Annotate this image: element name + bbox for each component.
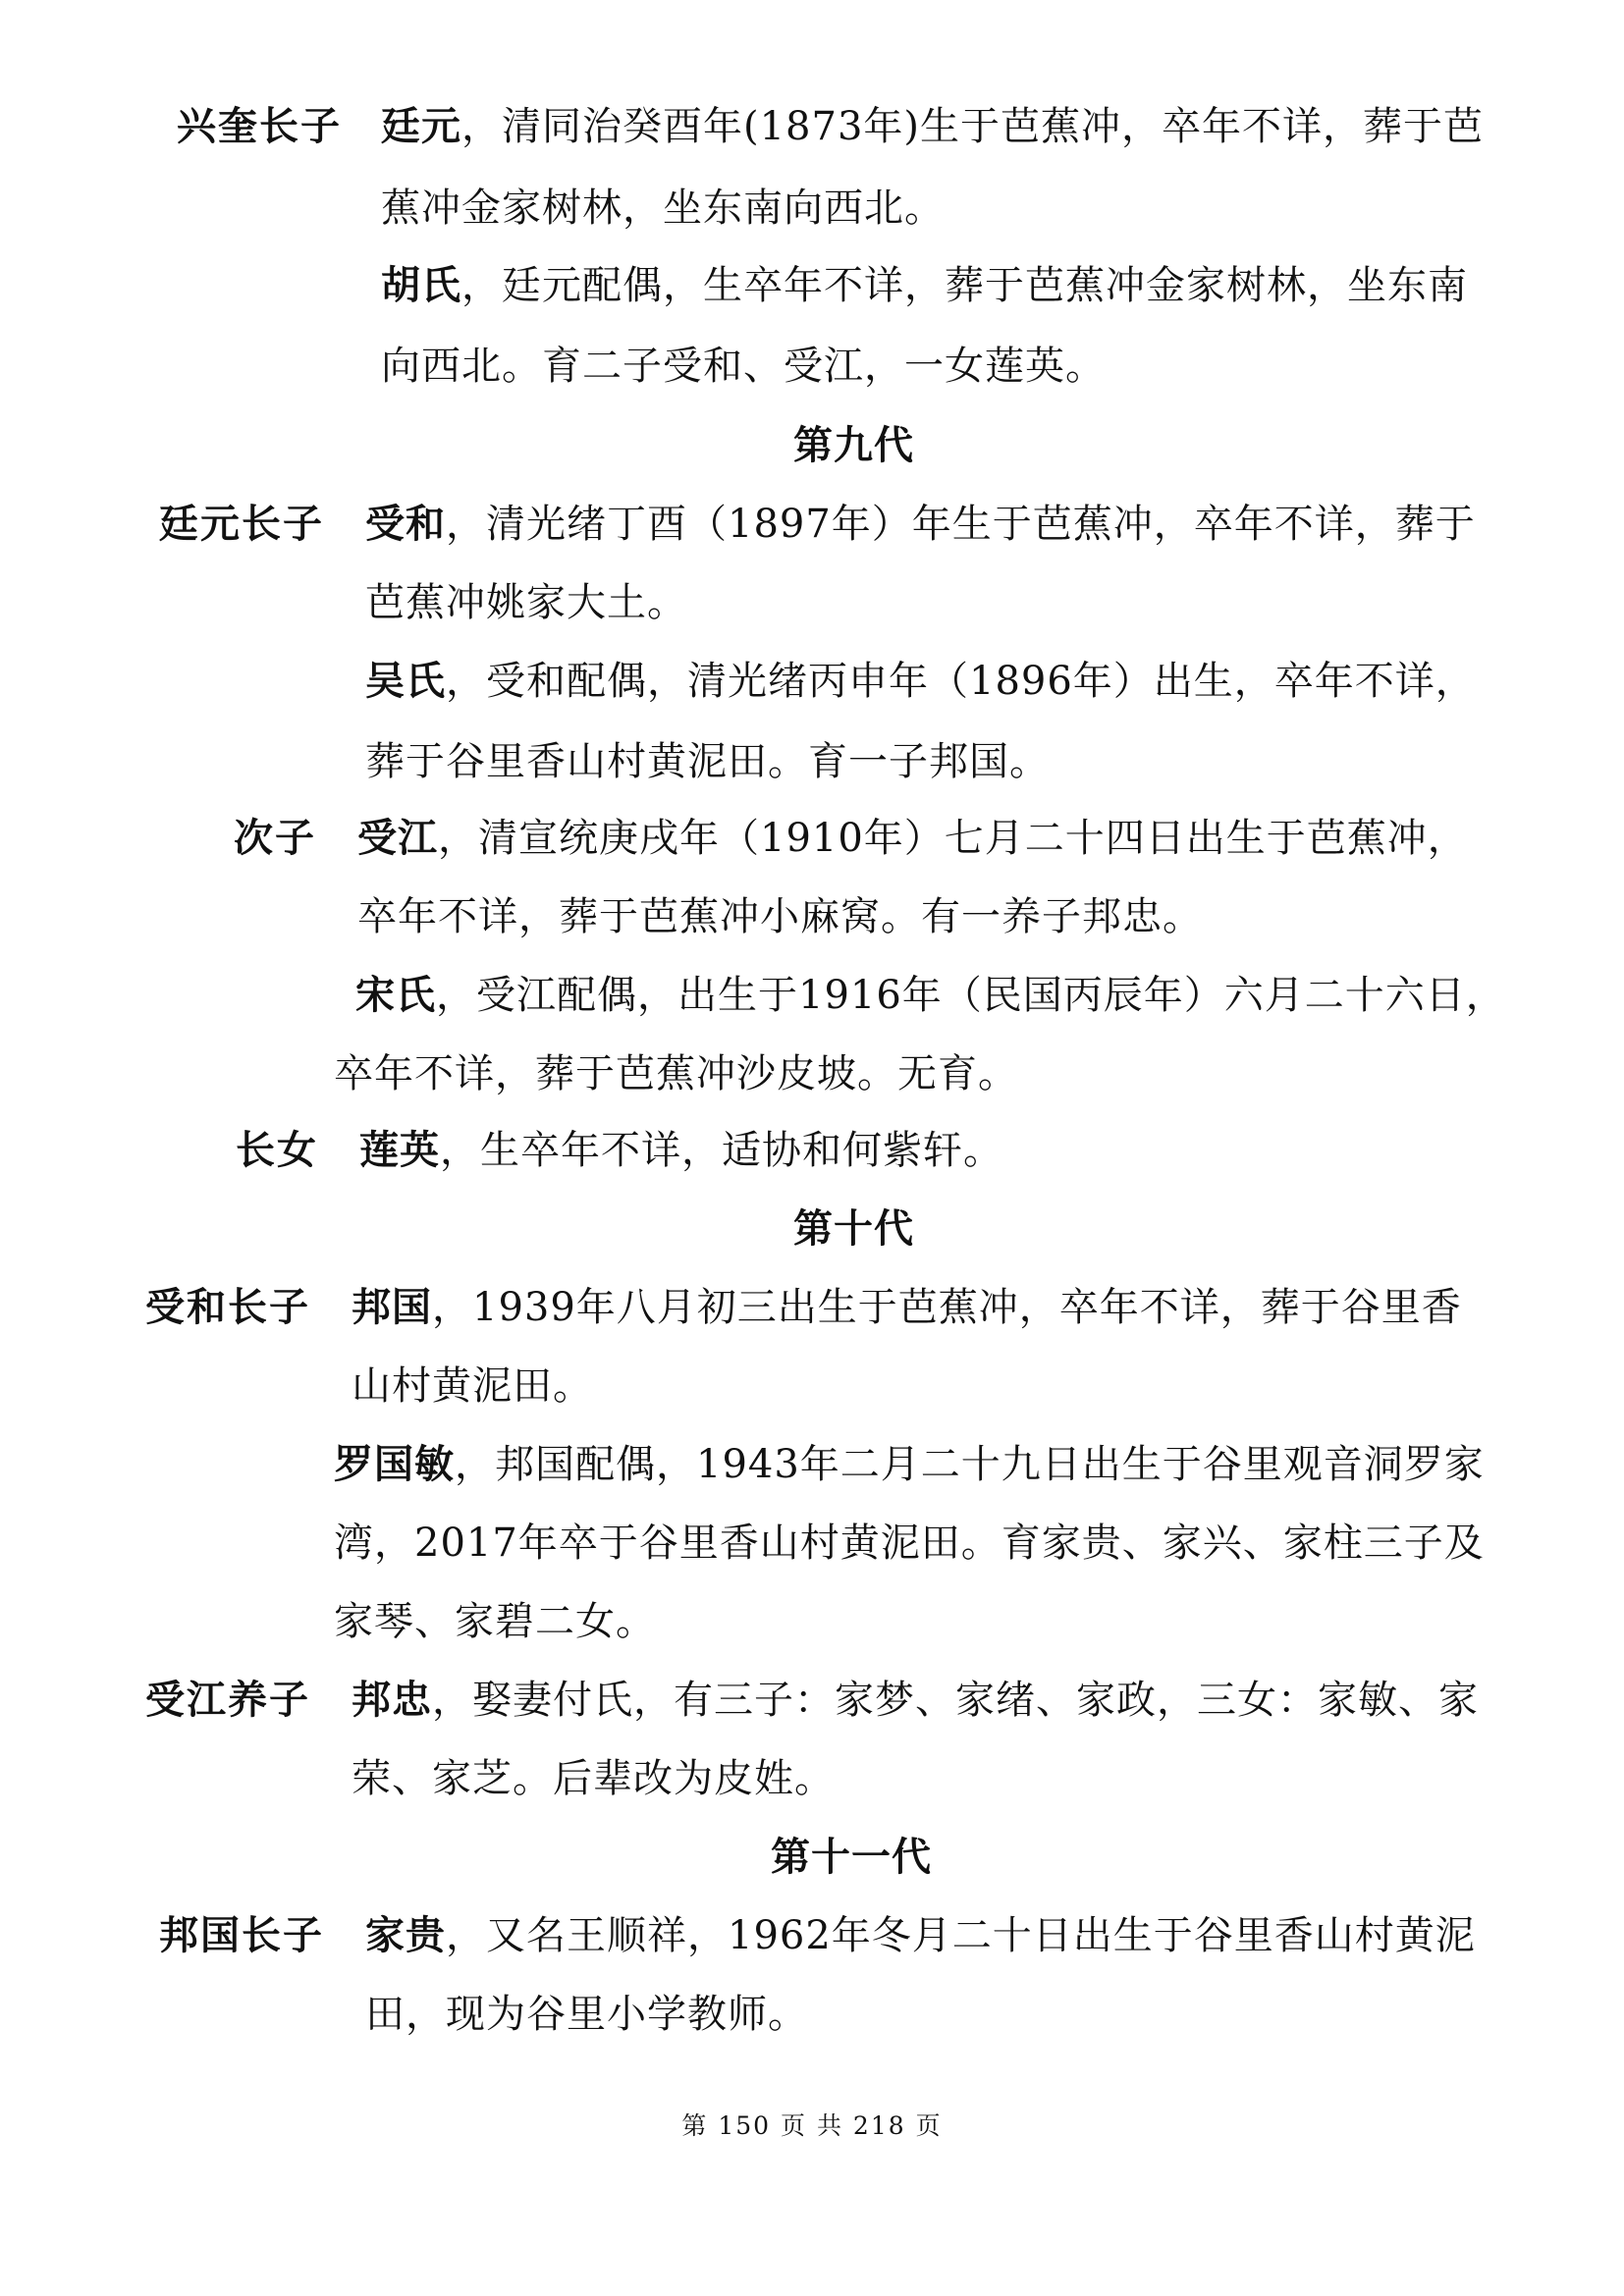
- text-line: 莲英，生卒年不详，适协和何紫轩。: [359, 1127, 1003, 1173]
- person-name: 胡氏: [381, 262, 461, 308]
- text-line: 罗国敏，邦国配偶，1943年二月二十九日出生于谷里观音洞罗家: [334, 1441, 1485, 1487]
- relation-label: 兴奎长子: [177, 103, 342, 149]
- text-line: 卒年不详，葬于芭蕉冲沙皮坡。无育。: [334, 1051, 1018, 1096]
- person-name: 家贵: [365, 1912, 446, 1958]
- text-line: 向西北。育二子受和、受江，一女莲英。: [381, 344, 1106, 389]
- relation-label: 邦国长子: [159, 1912, 324, 1958]
- relation-label: 受江养子: [145, 1677, 310, 1723]
- text-line: 受江，清宣统庚戌年（1910年）七月二十四日出生于芭蕉冲，: [357, 815, 1468, 861]
- relation-label: 受和长子: [145, 1284, 310, 1330]
- text-line: 胡氏，廷元配偶，生卒年不详，葬于芭蕉冲金家树林，坐东南: [381, 262, 1468, 308]
- person-name: 受和: [365, 501, 446, 547]
- text-line: 卒年不详，葬于芭蕉冲小麻窝。有一养子邦忠。: [357, 894, 1203, 939]
- person-name: 邦国: [352, 1284, 432, 1330]
- text-line: 邦忠，娶妻付氏，有三子：家梦、家绪、家政，三女：家敏、家: [352, 1677, 1479, 1723]
- relation-label: 次子: [234, 815, 316, 861]
- text-line: 芭蕉冲姚家大土。: [365, 580, 687, 625]
- generation-heading: 第十一代: [771, 1834, 932, 1880]
- page-footer: 第 150 页 共 218 页: [681, 2111, 943, 2140]
- text-line: 葬于谷里香山村黄泥田。育一子邦国。: [365, 739, 1050, 784]
- text-line: 蕉冲金家树林，坐东南向西北。: [381, 186, 945, 231]
- text-line: 家琴、家碧二女。: [334, 1599, 656, 1644]
- text-line: 荣、家芝。后辈改为皮姓。: [352, 1756, 835, 1801]
- text-line: 宋氏，受江配偶，出生于1916年（民国丙辰年）六月二十六日，: [355, 972, 1506, 1018]
- relation-label: 廷元长子: [159, 501, 324, 547]
- text-line: 吴氏，受和配偶，清光绪丙申年（1896年）出生，卒年不详，: [365, 658, 1476, 704]
- text-line: 山村黄泥田。: [352, 1363, 593, 1409]
- person-name: 罗国敏: [334, 1441, 455, 1487]
- person-name: 邦忠: [352, 1677, 432, 1723]
- person-name: 廷元: [381, 103, 461, 149]
- text-line: 邦国，1939年八月初三出生于芭蕉冲，卒年不详，葬于谷里香: [352, 1284, 1462, 1330]
- person-name: 宋氏: [355, 972, 436, 1018]
- generation-heading: 第九代: [793, 422, 914, 468]
- person-name: 吴氏: [365, 658, 446, 704]
- generation-heading: 第十代: [793, 1205, 914, 1252]
- person-name: 莲英: [359, 1127, 440, 1173]
- relation-label: 长女: [236, 1127, 318, 1173]
- text-line: 家贵，又名王顺祥，1962年冬月二十日出生于谷里香山村黄泥: [365, 1912, 1476, 1958]
- text-line: 田，现为谷里小学教师。: [365, 1992, 808, 2037]
- person-name: 受江: [357, 815, 438, 861]
- text-line: 湾，2017年卒于谷里香山村黄泥田。育家贵、家兴、家柱三子及: [334, 1521, 1485, 1566]
- text-line: 受和，清光绪丁酉（1897年）年生于芭蕉冲，卒年不详，葬于: [365, 501, 1476, 547]
- text-line: 廷元，清同治癸酉年(1873年)生于芭蕉冲，卒年不详，葬于芭: [381, 103, 1485, 149]
